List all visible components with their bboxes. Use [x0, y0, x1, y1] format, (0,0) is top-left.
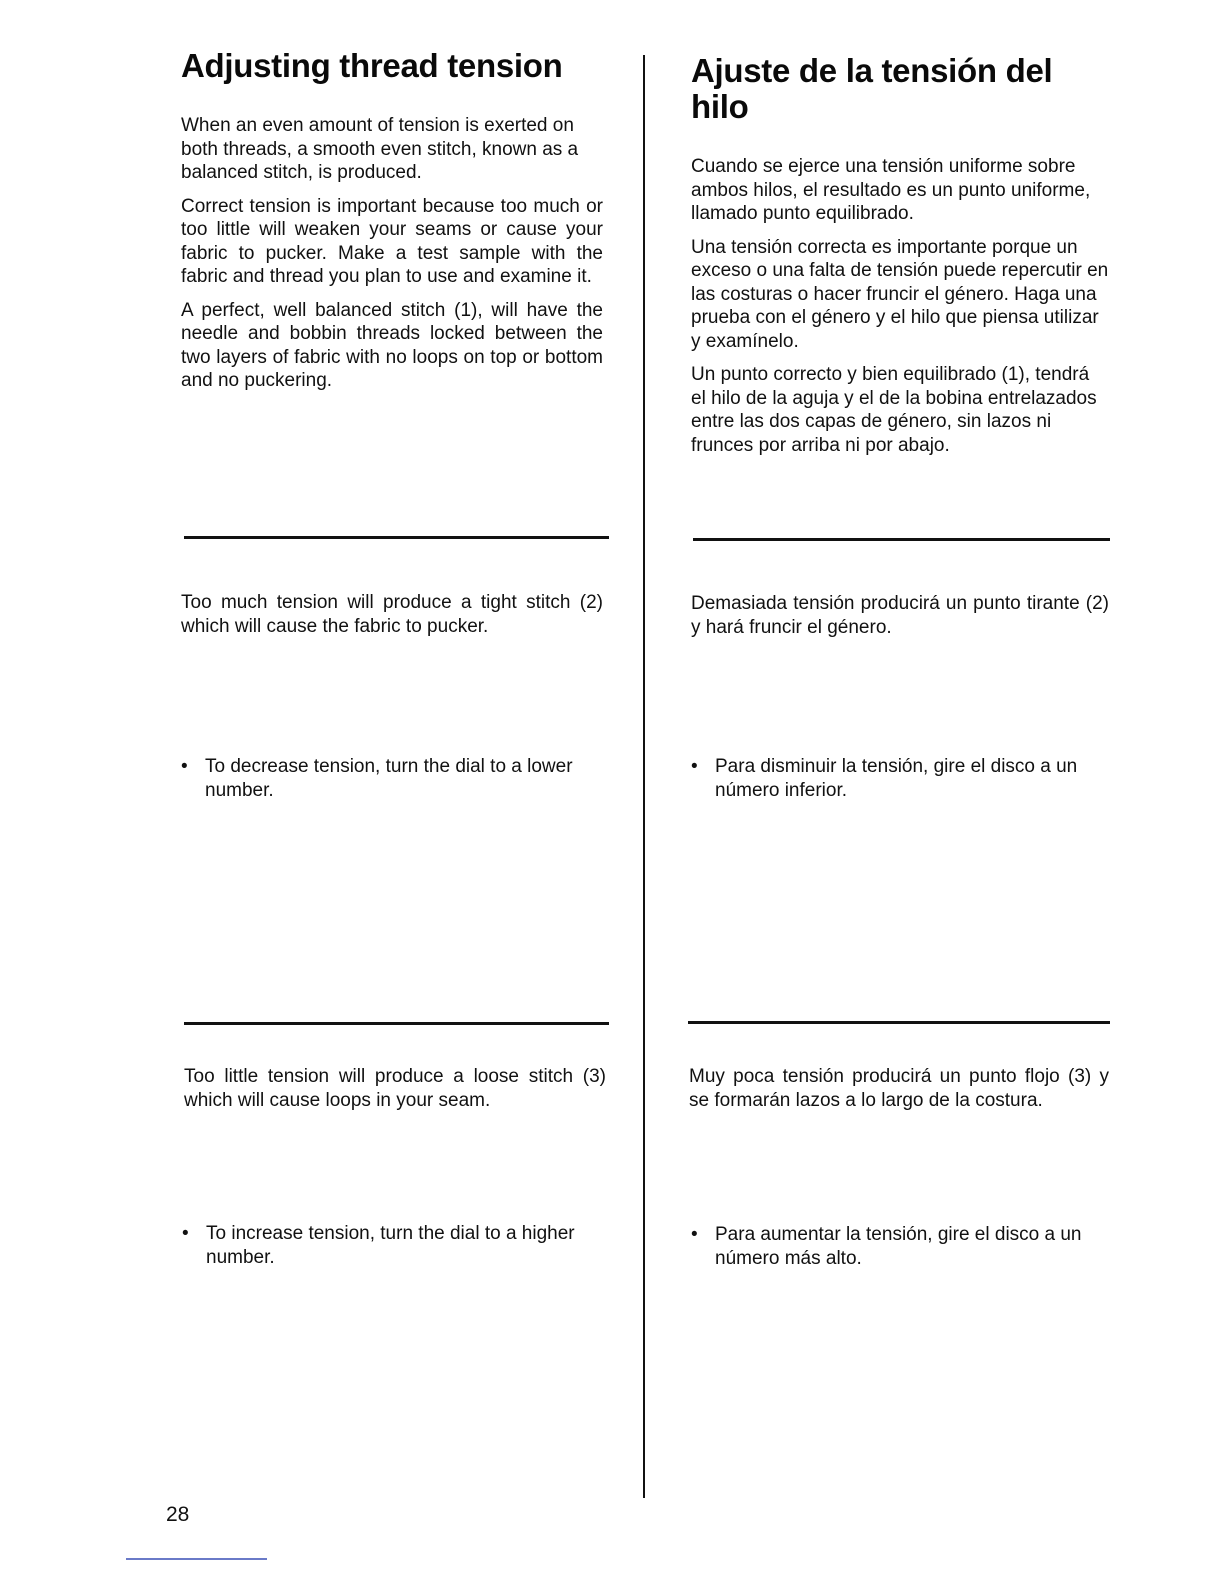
- english-too-little-block: [184, 1065, 606, 1122]
- spanish-rule-1: [693, 538, 1110, 541]
- spanish-too-little: Muy poca tensión producirá un punto flojo (3) y se formarán lazos a lo largo de la costura.: [689, 1066, 1109, 1111]
- spanish-intro: [691, 155, 1109, 467]
- english-intro-p1: When an even amount of tension is exerted on both threads, a smooth even stitch, known as a balanced stitch, is produced.: [181, 115, 579, 183]
- english-rule-1: [184, 536, 609, 539]
- english-intro-p2: Correct tension is important because too much or too little will weaken your seams or cause your fabric to pucker. Make a test sample with the fabric and thread you plan to use and examine it.: [181, 195, 603, 287]
- english-too-much-block: [181, 591, 603, 648]
- bullet-icon: •: [182, 1223, 189, 1244]
- spanish-too-much: Demasiada tensión producirá un punto tirante (2) y hará fruncir el género.: [691, 593, 1109, 638]
- bullet-icon: •: [181, 756, 188, 777]
- english-too-little: Too little tension will produce a loose stitch (3) which will cause loops in your seam.: [184, 1066, 606, 1111]
- spanish-increase-bullet: [691, 1223, 1109, 1270]
- english-increase-bullet: [182, 1222, 604, 1269]
- bullet-icon: •: [691, 1224, 698, 1245]
- spanish-intro-p1: Cuando se ejerce una tensión uniforme sobre ambos hilos, el resultado es un punto uniforme, llamado punto equilibrado.: [691, 156, 1091, 224]
- page-number: 28: [166, 1503, 190, 1526]
- english-intro-p3: A perfect, well balanced stitch (1), will have the needle and bobbin threads locked between the two layers of fabric with no loops on top or bottom and no puckering.: [181, 299, 603, 391]
- spanish-too-little-block: [689, 1065, 1109, 1122]
- english-decrease-bullet-block: [181, 755, 603, 802]
- spanish-intro-p2: Una tensión correcta es importante porque un exceso o una falta de tensión puede repercutir en las costuras o hacer fruncir el género. Haga una prueba con el género y el hilo que piensa utilizar y examínelo.: [691, 236, 1109, 352]
- spanish-decrease-bullet-block: [691, 755, 1109, 802]
- spanish-increase-bullet-block: [691, 1223, 1109, 1270]
- spanish-rule-2: [688, 1021, 1110, 1024]
- english-decrease-bullet: [181, 755, 603, 802]
- english-rule-2: [184, 1022, 609, 1025]
- english-decrease-text: To decrease tension, turn the dial to a lower number.: [205, 756, 573, 801]
- spanish-increase-text: Para aumentar la tensión, gire el disco a un número más alto.: [715, 1224, 1082, 1269]
- footer-line: [126, 1558, 267, 1560]
- column-divider: [643, 55, 645, 1498]
- spanish-too-much-block: [691, 592, 1109, 649]
- spanish-title: Ajuste de la tensión del hilo: [691, 52, 1053, 125]
- english-increase-text: To increase tension, turn the dial to a higher number.: [206, 1223, 575, 1268]
- spanish-decrease-text: Para disminuir la tensión, gire el disco a un número inferior.: [715, 756, 1078, 801]
- english-title: Adjusting thread tension: [181, 47, 563, 84]
- spanish-decrease-bullet: [691, 755, 1109, 802]
- english-intro: [181, 114, 603, 403]
- english-title-block: [181, 48, 603, 84]
- english-increase-bullet-block: [182, 1222, 604, 1269]
- spanish-intro-p3: Un punto correcto y bien equilibrado (1), tendrá el hilo de la aguja y el de la bobina entrelazados entre las dos capas de género, sin lazos ni frunces por arriba ni por abajo.: [691, 364, 1097, 456]
- spanish-title-block: [691, 53, 1109, 125]
- english-too-much: Too much tension will produce a tight stitch (2) which will cause the fabric to pucker.: [181, 592, 603, 637]
- bullet-icon: •: [691, 756, 698, 777]
